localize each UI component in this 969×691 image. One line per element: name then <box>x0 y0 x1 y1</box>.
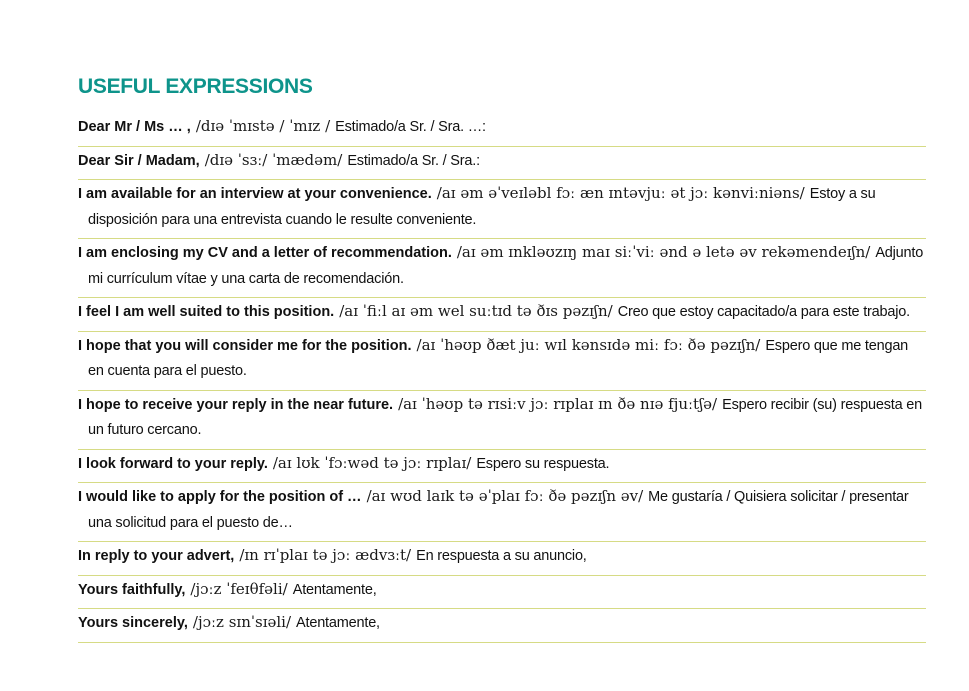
spanish-translation: En respuesta a su anuncio, <box>416 548 587 564</box>
page <box>78 75 926 643</box>
ipa-transcription: /jɔːz ˈfeɪθfəli/ <box>190 579 288 598</box>
expression-row <box>78 332 926 391</box>
expression-row <box>78 483 926 542</box>
spanish-translation: Atentamente, <box>296 615 380 631</box>
ipa-transcription: /jɔːz sɪnˈsɪəli/ <box>192 613 292 631</box>
page-title: USEFUL EXPRESSIONS <box>78 75 313 98</box>
expression-row <box>78 450 926 484</box>
expression-row <box>78 113 926 147</box>
ipa-transcription: /aɪ əm ɪnkləʊzɪŋ maɪ siːˈviː ənd ə letə əv rekəmendeɪʃn/ <box>456 243 871 261</box>
english-phrase: I hope that you will consider me for the position. <box>78 337 412 354</box>
spanish-translation: Adjunto mi currículum vítae y una carta de recomendación. <box>88 245 924 287</box>
ipa-transcription: /aɪ əm əˈveɪləbl fɔː æn ɪntəvjuː ət jɔː kənviːniəns/ <box>436 184 805 202</box>
expression-row <box>78 609 926 643</box>
spanish-translation: Estimado/a Sr. / Sra. …: <box>335 119 486 135</box>
expression-row <box>78 391 926 450</box>
spanish-translation: Atentamente, <box>292 581 377 598</box>
expression-row <box>78 576 926 610</box>
expression-row <box>78 147 926 181</box>
expression-row <box>78 542 926 576</box>
english-phrase: I feel I am well suited to this position. <box>78 304 335 320</box>
english-phrase: Yours sincerely, <box>78 615 188 631</box>
english-phrase: I would like to apply for the position of … <box>78 489 362 505</box>
ipa-transcription: /aɪ ˈfiːl aɪ əm wel suːtɪd tə ðɪs pəzɪʃn/ <box>339 302 613 320</box>
ipa-transcription: /dɪə ˈmɪstə / ˈmɪz / <box>195 117 331 135</box>
english-phrase: I hope to receive your reply in the near future. <box>78 396 394 413</box>
spanish-translation: Estoy a su disposición para una entrevista cuando le resulte conveniente. <box>88 186 876 228</box>
expression-row <box>78 298 926 332</box>
spanish-translation: Espero que me tengan en cuenta para el puesto. <box>88 337 909 379</box>
english-phrase: I am enclosing my CV and a letter of recommendation. <box>78 245 452 261</box>
english-phrase: Dear Sir / Madam, <box>78 152 200 169</box>
english-phrase: In reply to your advert, <box>78 548 235 564</box>
expressions-list <box>78 113 926 643</box>
english-phrase: Dear Mr / Ms … , <box>78 119 191 135</box>
spanish-translation: Me gustaría / Quisiera solicitar / presentar una solicitud para el puesto de… <box>88 489 909 531</box>
english-phrase: I am available for an interview at your convenience. <box>78 186 432 202</box>
ipa-transcription: /aɪ lʊk ˈfɔːwəd tə jɔː rɪplaɪ/ <box>272 453 472 472</box>
ipa-transcription: /dɪə ˈsɜː/ ˈmædəm/ <box>204 150 343 169</box>
ipa-transcription: /ɪn rɪˈplaɪ tə jɔː ædvɜːt/ <box>239 546 412 564</box>
ipa-transcription: /aɪ ˈhəʊp tə rɪsiːv jɔː rɪplaɪ ɪn ðə nɪə fjuːtʃə/ <box>398 394 718 413</box>
spanish-translation: Espero su respuesta. <box>476 455 610 472</box>
ipa-transcription: /aɪ wʊd laɪk tə əˈplaɪ fɔː ðə pəzɪʃn əv/ <box>366 487 644 505</box>
ipa-transcription: /aɪ ˈhəʊp ðæt juː wɪl kənsɪdə miː fɔː ðə pəzɪʃn/ <box>416 335 761 354</box>
spanish-translation: Estimado/a Sr. / Sra.: <box>347 152 480 169</box>
spanish-translation: Espero recibir (su) respuesta en un futuro cercano. <box>88 396 923 438</box>
spanish-translation: Creo que estoy capacitado/a para este trabajo. <box>617 304 910 320</box>
expression-row <box>78 180 926 239</box>
english-phrase: I look forward to your reply. <box>78 455 268 472</box>
english-phrase: Yours faithfully, <box>78 581 186 598</box>
expression-row <box>78 239 926 298</box>
